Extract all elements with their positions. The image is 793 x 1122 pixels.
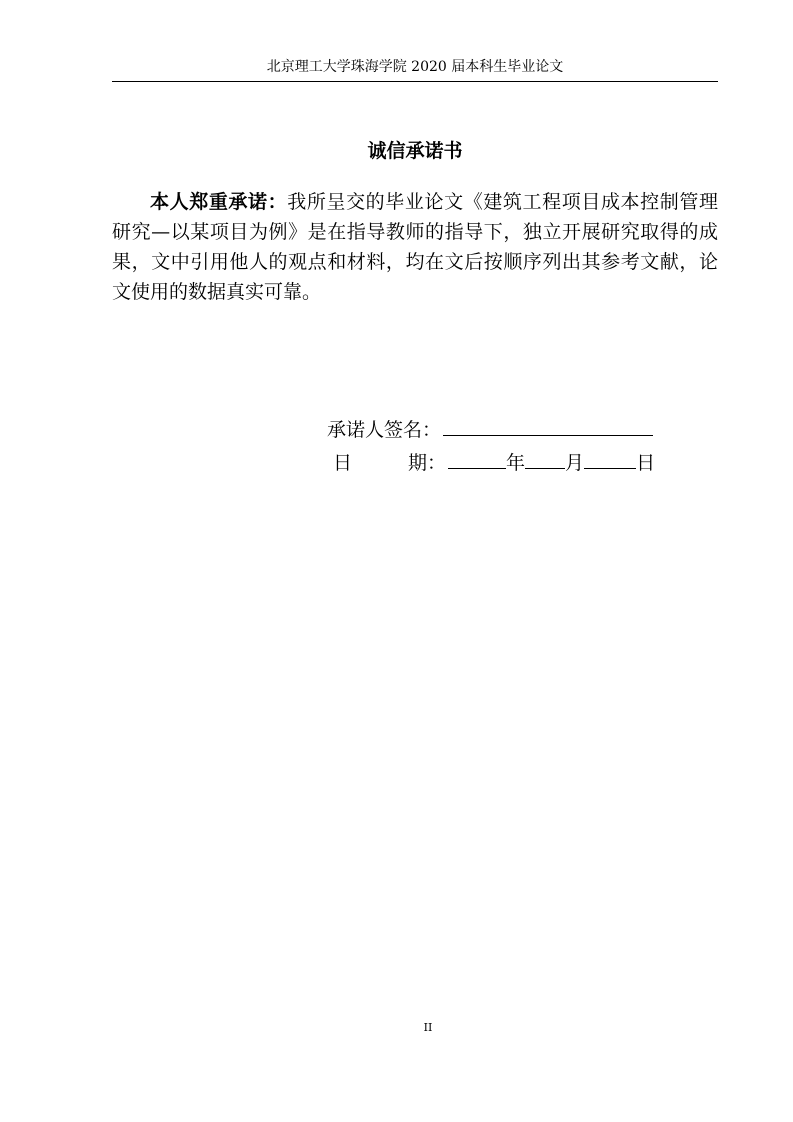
signature-line[interactable]: [443, 417, 653, 436]
year-label: 年: [506, 452, 526, 474]
month-blank[interactable]: [525, 450, 565, 469]
day-label: 日: [636, 452, 656, 474]
pledge-text: 我所呈交的毕业论文《建筑工程项目成本控制管理研究—以某项目为例》是在指导教师的指导下，独立开展研究取得的成果，文中引用他人的观点和材料，均在文后按顺序列出其参考文献，论文使用的数据真实可靠。: [112, 191, 718, 303]
page-header: 北京理工大学珠海学院 2020 届本科生毕业论文: [266, 59, 564, 75]
signature-label: 承诺人签名：: [327, 419, 442, 441]
header-divider: [112, 81, 718, 82]
date-label-period: 期：: [408, 452, 447, 474]
date-row: [333, 450, 655, 476]
pledge-lead: 本人郑重承诺：: [150, 191, 288, 213]
page-number: II: [423, 1021, 433, 1034]
year-blank[interactable]: [448, 450, 506, 469]
day-blank[interactable]: [584, 450, 636, 469]
month-label: 月: [565, 452, 585, 474]
pledge-paragraph: [112, 187, 718, 307]
signature-row: [327, 417, 653, 443]
date-label-day: 日: [333, 452, 353, 474]
document-title: 诚信承诺书: [367, 140, 463, 162]
